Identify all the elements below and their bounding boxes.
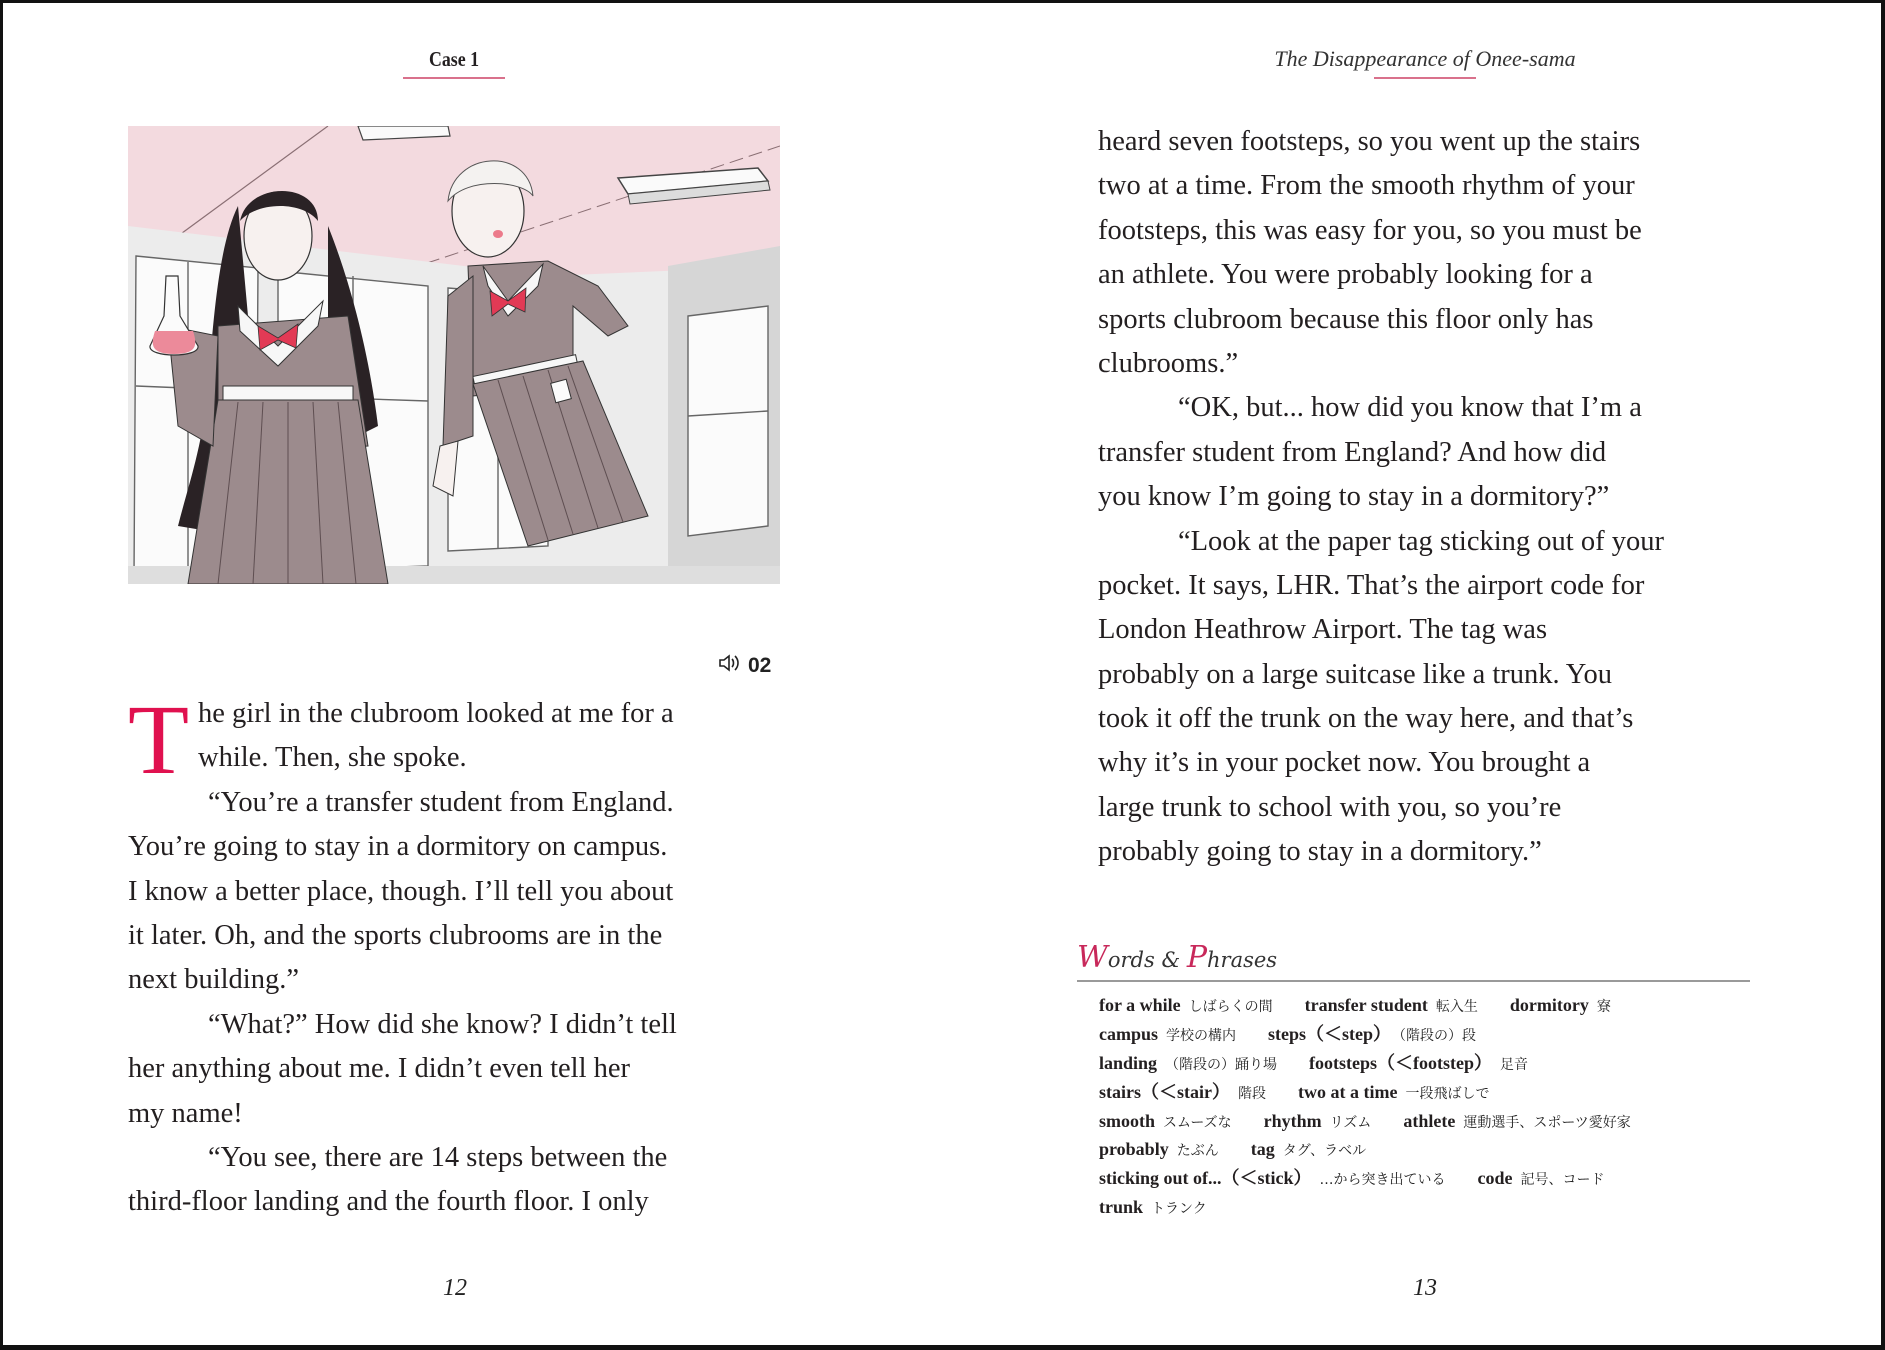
audio-track-marker[interactable]	[718, 652, 771, 680]
vocab-term: stairs（＜stair）	[1099, 1081, 1230, 1102]
vocab-term: for a while	[1099, 995, 1181, 1015]
vocab-entry	[1099, 1193, 1207, 1224]
words-phrases-rule	[1077, 980, 1750, 982]
text-line: I know a better place, though. I’ll tell you about	[128, 875, 674, 907]
text-line: an athlete. You were probably looking for a	[1098, 259, 1593, 291]
vocab-row	[1099, 1135, 1779, 1164]
vocab-entry	[1298, 1078, 1489, 1109]
vocab-row	[1099, 1049, 1779, 1078]
vocab-translation: 記号、コード	[1520, 1172, 1605, 1189]
vocab-entry	[1305, 991, 1478, 1022]
text-line: You’re going to stay in a dormitory on campus.	[128, 831, 668, 863]
vocab-translation: タグ、ラベル	[1282, 1143, 1367, 1160]
vocab-row	[1099, 1164, 1779, 1193]
vocab-term: probably	[1099, 1139, 1169, 1160]
vocab-translation: たぶん	[1176, 1143, 1219, 1160]
vocab-translation: しばらくの間	[1188, 999, 1273, 1015]
vocab-translation: トランク	[1151, 1201, 1207, 1218]
vocab-translation: 運動選手、スポーツ愛好家	[1463, 1114, 1631, 1131]
vocab-translation: スムーズな	[1163, 1114, 1232, 1131]
words-phrases-heading: Words & Phrases	[1077, 940, 1278, 975]
text-line: you know I’m going to stay in a dormitory?”	[1098, 481, 1610, 513]
page-number-left: 12	[443, 1275, 467, 1301]
text-line: two at a time. From the smooth rhythm of your	[1098, 170, 1635, 202]
vocab-entry	[1403, 1107, 1630, 1138]
vocab-term: dormitory	[1509, 995, 1589, 1015]
book-title: The Disappearance of Onee-sama	[1274, 46, 1576, 71]
classroom-scene	[128, 126, 780, 584]
vocab-term: campus	[1099, 1023, 1159, 1044]
header-rule-right	[1374, 77, 1476, 79]
text-line: London Heathrow Airport. The tag was	[1098, 614, 1548, 646]
vocab-entry	[1099, 1049, 1277, 1080]
text-line: next building.”	[128, 964, 299, 996]
text-line: “You see, there are 14 steps between the	[208, 1141, 668, 1173]
text-line: “What?” How did she know? I didn’t tell	[208, 1008, 677, 1040]
vocab-term: sticking out of...（＜stick）	[1099, 1168, 1312, 1189]
text-line: took it off the trunk on the way here, and that’s	[1098, 703, 1634, 735]
vocab-entry	[1099, 1078, 1266, 1109]
vocab-translation: 寮	[1596, 999, 1611, 1015]
vocab-entry	[1251, 1135, 1366, 1166]
vocab-term: footsteps（＜footstep）	[1309, 1052, 1493, 1073]
vocab-row	[1099, 1107, 1779, 1136]
text-line: sports clubroom because this floor only has	[1098, 303, 1594, 335]
speaker-icon	[718, 653, 742, 679]
text-line: while. Then, she spoke.	[198, 742, 467, 774]
text-line: pocket. It says, LHR. That’s the airport code for	[1098, 569, 1645, 601]
text-line: heard seven footsteps, so you went up the stairs	[1098, 126, 1641, 157]
text-line: “You’re a transfer student from England.	[208, 786, 674, 818]
text-line: he girl in the clubroom looked at me for a	[198, 698, 674, 729]
vocab-row	[1099, 1020, 1779, 1049]
text-line: why it’s in your pocket now. You brought a	[1098, 747, 1591, 779]
vocab-entry	[1309, 1049, 1528, 1080]
vocab-entry	[1099, 1135, 1219, 1166]
text-line: it later. Oh, and the sports clubrooms are in the	[128, 919, 663, 951]
text-line: probably going to stay in a dormitory.”	[1098, 836, 1542, 868]
running-head-left	[403, 44, 505, 74]
text-line: her anything about me. I didn’t even tell her	[128, 1053, 631, 1085]
vocab-row	[1099, 991, 1779, 1020]
vocab-entry	[1099, 1164, 1446, 1195]
manga-illustration	[128, 126, 780, 584]
vocab-translation: （階段の）段	[1399, 1027, 1477, 1044]
vocab-term: trunk	[1099, 1197, 1144, 1218]
text-line: “Look at the paper tag sticking out of your	[1178, 525, 1664, 557]
vocab-term: code	[1477, 1168, 1513, 1189]
header-rule-left	[403, 77, 505, 79]
vocab-translation: （階段の）踊り場	[1165, 1056, 1278, 1073]
vocab-term: smooth	[1099, 1110, 1156, 1131]
vocab-translation: 一段飛ばしで	[1405, 1085, 1490, 1102]
vocab-term: rhythm	[1263, 1110, 1322, 1131]
text-line: clubrooms.”	[1098, 347, 1239, 379]
vocab-term: transfer student	[1304, 995, 1428, 1015]
text-line: large trunk to school with you, so you’re	[1098, 791, 1562, 823]
text-line: “OK, but... how did you know that I’m a	[1178, 392, 1642, 424]
vocab-term: athlete	[1403, 1110, 1456, 1131]
running-head-right	[1260, 44, 1590, 74]
vocab-term: landing	[1099, 1052, 1158, 1073]
page-number-right: 13	[1413, 1275, 1437, 1301]
text-line: transfer student from England? And how did	[1098, 436, 1607, 468]
text-line: my name!	[128, 1097, 243, 1129]
vocab-translation: 階段	[1237, 1085, 1266, 1102]
vocab-entry	[1478, 1164, 1605, 1195]
vocab-translation: 足音	[1500, 1056, 1529, 1073]
right-page-body	[1098, 120, 1778, 875]
vocab-entry	[1510, 991, 1611, 1022]
audio-track-number: 02	[748, 654, 772, 677]
vocab-term: tag	[1250, 1139, 1275, 1160]
vocab-entry	[1099, 991, 1273, 1022]
vocab-row	[1099, 1078, 1779, 1107]
left-page-body	[128, 684, 788, 1225]
vocab-translation: …から突き出ている	[1319, 1172, 1446, 1189]
text-line: third-floor landing and the fourth floor. I only	[128, 1186, 649, 1218]
vocab-entry	[1268, 1020, 1476, 1051]
vocab-translation: 学校の構内	[1166, 1027, 1237, 1044]
vocab-translation: 転入生	[1435, 999, 1478, 1015]
text-line: footsteps, this was easy for you, so you must be	[1098, 214, 1642, 246]
chapter-label: Case 1	[428, 47, 480, 71]
drop-cap: T	[128, 684, 190, 795]
vocab-entry	[1264, 1107, 1372, 1138]
vocab-term: steps（＜step）	[1268, 1023, 1392, 1044]
vocab-entry	[1099, 1107, 1232, 1138]
vocab-translation: リズム	[1329, 1114, 1372, 1131]
text-line: probably on a large suitcase like a trunk. You	[1098, 658, 1612, 690]
vocab-term: two at a time	[1297, 1081, 1398, 1102]
vocab-entry	[1099, 1020, 1236, 1051]
vocabulary-list	[1099, 991, 1779, 1222]
vocab-row	[1099, 1193, 1779, 1222]
